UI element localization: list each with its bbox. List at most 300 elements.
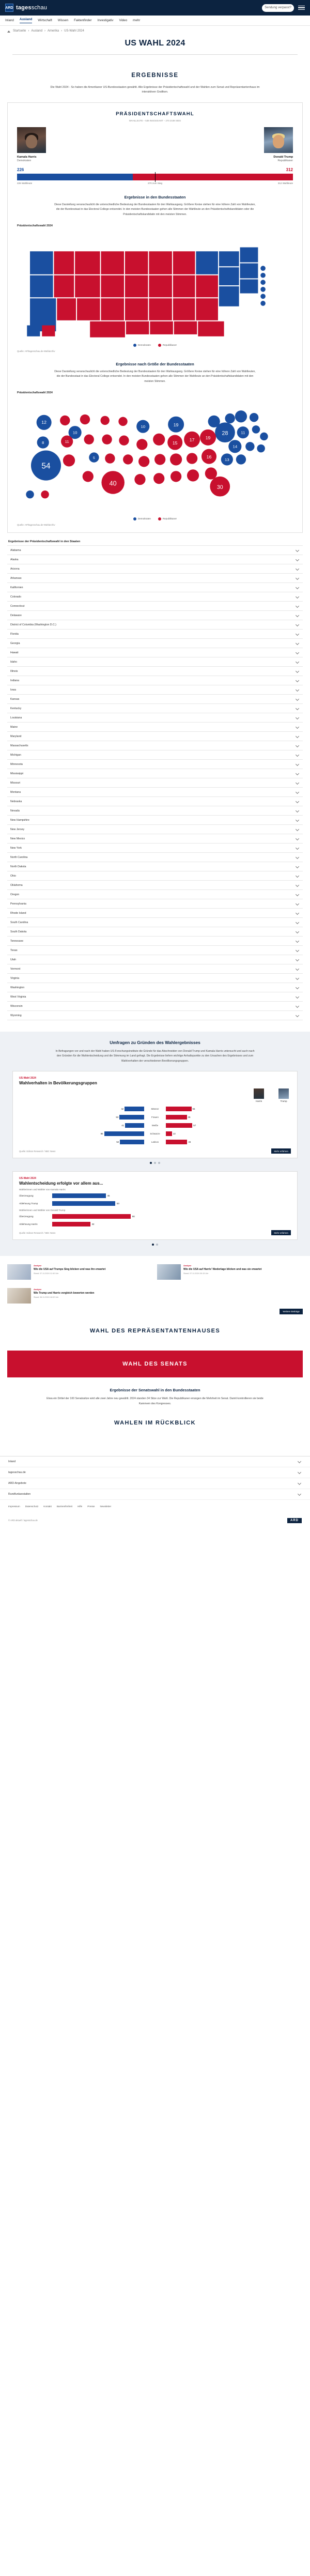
- state-accordion-row[interactable]: [7, 564, 303, 574]
- state-name: Alabama: [10, 548, 21, 552]
- state-name: Tennessee: [10, 939, 24, 943]
- chevron-down-icon: [296, 632, 299, 636]
- chart2-bar: [52, 1193, 106, 1198]
- chart2-source: Quelle: Edison Research / NBC News: [19, 1231, 56, 1234]
- chevron-down-icon: [296, 641, 299, 645]
- chart2-category-label: Überzeugung: [19, 1194, 34, 1197]
- chart1-right-bar: [166, 1107, 291, 1111]
- state-accordion-row[interactable]: [7, 657, 303, 667]
- chart2-title: Wahlentscheidung erfolgte vor allem aus...: [19, 1181, 103, 1186]
- survey-lead: In Befragungen vor und nach der Wahl haben US-Forschungsinstitute die Gründe für das Abschneiden von Donald Trump und Kamala Harris untersucht und auch nach den Gründen für die Wahlentscheidung und die Stimmung im Land gefragt. Die Ergebnisse liefern wichtige Anhaltspunkte zu den Ursachen des Ergebnisses und zum Wahlverhalten der verschiedenen Bevölkerungsgruppen.: [55, 1050, 255, 1063]
- state-accordion-row[interactable]: [7, 834, 303, 844]
- teaser-headline[interactable]: Wie Trump und Harris vergleich bewerten werden: [34, 1292, 95, 1295]
- chart1-trump-value: 55: [192, 1108, 195, 1111]
- electoral-foot-left: 226 Wahlleute: [17, 181, 33, 185]
- state-accordion-row[interactable]: [7, 741, 303, 750]
- state-accordion-row[interactable]: [7, 630, 303, 639]
- bubble-legend-republicans-label: Republikaner: [162, 517, 177, 520]
- teaser-kicker: Analyse: [34, 1264, 42, 1267]
- chart1-right-bar: [166, 1140, 291, 1144]
- footer-row[interactable]: [0, 1489, 310, 1500]
- svg-text:54: 54: [41, 462, 51, 471]
- state-accordion-row[interactable]: [7, 769, 303, 778]
- chart1-left-bar: [19, 1131, 144, 1136]
- svg-text:17: 17: [189, 437, 195, 443]
- chevron-down-icon: [296, 548, 299, 552]
- chart1-harris-value: 53: [116, 1116, 119, 1119]
- state-accordion-row[interactable]: [7, 546, 303, 555]
- state-accordion-row[interactable]: [7, 946, 303, 955]
- chart1-trump-value: 57: [193, 1124, 196, 1127]
- chevron-down-icon: [296, 1004, 299, 1008]
- svg-text:15: 15: [172, 440, 178, 446]
- nav-item-inland[interactable]: Inland: [5, 19, 14, 22]
- chart1-left-bar: [19, 1115, 144, 1120]
- teaser-thumbnail: [7, 1264, 31, 1280]
- chevron-down-icon: [296, 660, 299, 664]
- chart1-left-bar: [19, 1107, 144, 1111]
- svg-text:30: 30: [216, 484, 223, 491]
- state-name: West Virginia: [10, 995, 26, 999]
- state-name: Connecticut: [10, 604, 25, 608]
- state-name: Georgia: [10, 641, 20, 645]
- state-accordion-row[interactable]: [7, 788, 303, 797]
- electoral-bar-block: [8, 162, 302, 192]
- chevron-down-icon: [296, 595, 299, 599]
- chart1-head-trump: [278, 1088, 289, 1102]
- state-name: Ohio: [10, 874, 16, 878]
- state-name: South Carolina: [10, 921, 28, 924]
- state-accordion-row[interactable]: [7, 853, 303, 862]
- footer-row-label: Inland: [8, 1460, 16, 1463]
- chevron-down-icon: [296, 809, 299, 812]
- teaser-headline[interactable]: Wie die USA auf Trumps Sieg blicken und was ihn erwartet: [34, 1268, 106, 1271]
- bubble-legend-republicans: [158, 517, 177, 520]
- harris-party: Demokraten: [17, 159, 32, 162]
- teaser-meta: Stand: 07.11.2024 09:15 Uhr: [183, 1272, 209, 1275]
- chart2-bar-row: [19, 1221, 291, 1227]
- retrospect-banner-title: WAHLEN IM RÜCKBLICK: [114, 1419, 196, 1426]
- state-accordion-row[interactable]: [7, 816, 303, 825]
- legend-democrats-label: Demokraten: [137, 344, 151, 347]
- chart1-category-label: Schwarze: [150, 1132, 160, 1136]
- retrospect-banner: [0, 1406, 310, 1435]
- chevron-down-icon: [296, 846, 299, 850]
- state-name: Wisconsin: [10, 1004, 23, 1008]
- state-accordion: [7, 545, 303, 1020]
- logo-secondary: schau: [31, 5, 48, 11]
- chart2-category-label: Ablehnung Trump: [19, 1202, 38, 1205]
- state-name: Missouri: [10, 781, 21, 785]
- chart2-value: 45: [107, 1194, 110, 1197]
- trump-name: Donald Trump: [273, 155, 293, 159]
- state-accordion-row[interactable]: [7, 750, 303, 760]
- state-accordion-row[interactable]: [7, 974, 303, 983]
- footer-row[interactable]: [0, 1456, 310, 1467]
- harris-electors: 226: [17, 167, 24, 172]
- breadcrumb-sep: ›: [44, 29, 46, 33]
- candidate-row: [8, 122, 302, 162]
- state-accordion-row[interactable]: [7, 648, 303, 657]
- nav-item-ausland[interactable]: Ausland: [20, 18, 32, 23]
- chart1-left-bar: [19, 1140, 144, 1144]
- chevron-down-icon: [296, 939, 299, 943]
- state-name: Nevada: [10, 809, 20, 812]
- chart1-bar-row: [19, 1114, 291, 1121]
- chart1-trump-value: 45: [188, 1116, 191, 1119]
- state-accordion-row[interactable]: [7, 806, 303, 816]
- svg-text:11: 11: [241, 430, 245, 435]
- logo-primary: tages: [16, 5, 32, 11]
- state-name: Hawaii: [10, 651, 19, 654]
- chevron-down-icon: [296, 921, 299, 924]
- chart1-category-label: Weiße: [151, 1124, 159, 1127]
- us-bubble-map[interactable]: [15, 396, 295, 515]
- chevron-down-icon: [296, 967, 299, 971]
- chart1-harris-bar: [125, 1123, 144, 1128]
- ard-logo-text: ARD: [5, 6, 13, 10]
- chart1-bar-row: [19, 1106, 291, 1112]
- chevron-down-icon: [296, 716, 299, 719]
- chart1-bar-row: [19, 1130, 291, 1137]
- survey-heading: Umfragen zu Gründen des Wahlergebnisses: [110, 1040, 200, 1046]
- state-accordion-row[interactable]: [7, 862, 303, 871]
- state-accordion-row[interactable]: [7, 890, 303, 899]
- legend-democrats: [133, 344, 151, 347]
- chart1-bar-row: [19, 1139, 291, 1145]
- chart1-harris-value: 41: [121, 1124, 125, 1127]
- state-name: Mississippi: [10, 772, 24, 775]
- bubble-source: Quelle: AP/tagesschau.de-Wahlarchiv: [17, 524, 55, 527]
- chevron-down-icon: [298, 1460, 301, 1463]
- state-accordion-row[interactable]: [7, 881, 303, 890]
- chart1-category-label: Latinos: [151, 1141, 159, 1144]
- nav-item-video[interactable]: Video: [119, 19, 128, 22]
- majority-marker: [155, 172, 156, 182]
- teaser-item[interactable]: [7, 1264, 153, 1280]
- map-legend: [8, 342, 302, 347]
- state-name: Texas: [10, 948, 18, 952]
- carousel-dot-3[interactable]: [158, 1162, 160, 1164]
- state-name: Massachusetts: [10, 744, 28, 747]
- state-accordion-row[interactable]: [7, 1011, 303, 1020]
- chart2-value: 32: [91, 1222, 95, 1225]
- chart1-left-bar: [19, 1123, 144, 1128]
- carousel-dots[interactable]: [0, 1158, 310, 1164]
- harris-portrait: [17, 127, 46, 153]
- site-logo[interactable]: [5, 4, 47, 12]
- carousel-dots-2[interactable]: [0, 1240, 310, 1246]
- footer-bottom: [0, 1513, 310, 1531]
- chevron-down-icon: [296, 958, 299, 961]
- state-accordion-row[interactable]: [7, 667, 303, 676]
- chart1-col-left-label: Harris: [255, 1100, 262, 1103]
- chevron-down-icon: [296, 567, 299, 571]
- chart2-bar-track: [52, 1222, 291, 1226]
- state-accordion-row[interactable]: [7, 797, 303, 806]
- chart2-bar-row: [19, 1213, 291, 1219]
- site-footer: [0, 1456, 310, 1531]
- electoral-bar-blue: [17, 174, 133, 180]
- chart1-right-bar: [166, 1123, 291, 1128]
- home-icon[interactable]: [7, 29, 11, 33]
- state-accordion-row[interactable]: [7, 964, 303, 974]
- chart2-kicker: US-Wahl 2024: [19, 1177, 36, 1180]
- state-accordion-row[interactable]: [7, 983, 303, 992]
- chart2-value: 53: [116, 1202, 119, 1205]
- teaser-thumbnail: [157, 1264, 181, 1280]
- bubble-section-text: Diese Darstellung veranschaulicht die unterschiedliche Bedeutung der Bundesstaaten für den Wahlausgang. Größere Kreise stehen für eine höhere Zahl von Wahlleuten, die der Bundesstaat in das Electoral College entsendet. In den meisten Bundesstaaten gehen alle Stimmen der Wahlleute an den Präsidentschaftskandidaten mit den meisten Stimmen.: [54, 370, 256, 383]
- state-accordion-row[interactable]: [7, 713, 303, 723]
- state-accordion-row[interactable]: [7, 602, 303, 611]
- state-accordion-row[interactable]: [7, 927, 303, 937]
- results-intro: Die Wahl 2024 - So haben die Amerikaner US-Bundesstaaten gewählt. Alle Ergebnisse der Präsidentschaftswahl und der Wahlen zum Senat und Repräsentantenhaus im interaktiven Grafiken.: [50, 86, 260, 94]
- chart1-harris-bar: [119, 1115, 144, 1120]
- state-accordion-row[interactable]: [7, 937, 303, 946]
- sendung-verpasst-label: Sendung verpasst?: [265, 6, 291, 9]
- presidential-result-card: [7, 102, 303, 533]
- chevron-down-icon: [296, 753, 299, 757]
- senate-text: Etwa ein Drittel der 100 Senatssitze wird alle zwei Jahre neu gewählt. 2024 standen 34 Sitze zur Wahl. Die Republikaner errangen die Mehrheit im Senat. Damit kontrollieren sie beide Kammern des Kongresses.: [47, 1397, 264, 1405]
- nav-item-investigativ[interactable]: Investigativ: [97, 19, 114, 22]
- state-accordion-row[interactable]: [7, 909, 303, 918]
- more-articles-row: [0, 1304, 310, 1314]
- state-accordion-row[interactable]: [7, 620, 303, 630]
- state-accordion-row[interactable]: [7, 732, 303, 741]
- candidate-trump: [155, 127, 293, 162]
- state-accordion-row[interactable]: [7, 704, 303, 713]
- svg-text:28: 28: [222, 430, 228, 437]
- chevron-down-icon: [296, 697, 299, 701]
- nav-item-mehr[interactable]: mehr: [133, 19, 141, 22]
- teaser-item[interactable]: [7, 1288, 153, 1304]
- hamburger-menu-icon[interactable]: [298, 6, 305, 10]
- state-name: New Hampshire: [10, 818, 29, 822]
- footer-row-label: ARD-Angebote: [8, 1481, 26, 1485]
- chart1-trump-bar: [166, 1140, 187, 1144]
- more-articles-button[interactable]: Weitere Beiträge: [280, 1309, 303, 1314]
- footer-row[interactable]: [0, 1478, 310, 1489]
- state-accordion-row[interactable]: [7, 825, 303, 834]
- ard-logo-icon: [5, 4, 13, 12]
- breadcrumb-item-3: US-Wahl 2024: [64, 29, 84, 33]
- teaser-row-2: [0, 1280, 310, 1304]
- state-accordion-row[interactable]: [7, 778, 303, 788]
- harris-name: Kamala Harris: [17, 155, 37, 159]
- chevron-down-icon: [296, 576, 299, 580]
- trump-portrait: [264, 127, 293, 153]
- carousel2-dot-1[interactable]: [152, 1244, 154, 1246]
- footer-links: [0, 1500, 310, 1513]
- nav-item-wirtschaft[interactable]: Wirtschaft: [38, 19, 52, 22]
- state-accordion-row[interactable]: [7, 918, 303, 927]
- state-name: Indiana: [10, 679, 20, 682]
- trump-party: Republikaner: [277, 159, 293, 162]
- state-accordion-row[interactable]: [7, 685, 303, 695]
- chart2-bar: [52, 1201, 115, 1206]
- chart2-bar: [52, 1222, 90, 1226]
- carousel-dot-1[interactable]: [150, 1162, 152, 1164]
- chevron-down-icon: [296, 995, 299, 999]
- chart2-footer: [19, 1230, 291, 1235]
- chart1-col-right-label: Trump: [280, 1100, 287, 1103]
- state-accordion-row[interactable]: [7, 871, 303, 881]
- state-accordion-row[interactable]: [7, 955, 303, 964]
- ard-brand-logo: ARD: [287, 1518, 302, 1523]
- chevron-down-icon: [296, 800, 299, 803]
- state-name: Washington: [10, 986, 25, 989]
- state-name: Florida: [10, 632, 19, 636]
- breadcrumb-item-1[interactable]: Ausland: [31, 29, 43, 33]
- chart1-category-label: Männer: [151, 1108, 159, 1111]
- results-heading: ERGEBNISSE: [131, 72, 179, 79]
- state-accordion-row[interactable]: [7, 592, 303, 602]
- bubble-section-heading: Ergebnisse nach Größe der Bundesstaaten: [116, 361, 194, 366]
- footer-row-label: tagesschau.de: [8, 1470, 26, 1474]
- nav-item-faktenfinder[interactable]: Faktenfinder: [74, 19, 92, 22]
- chevron-down-icon: [296, 688, 299, 692]
- state-name: New Mexico: [10, 837, 25, 840]
- breadcrumb-item-0[interactable]: Startseite: [13, 29, 26, 33]
- state-name: Montana: [10, 790, 21, 794]
- state-accordion-row[interactable]: [7, 844, 303, 853]
- state-name: Illinois: [10, 669, 18, 673]
- bubble-legend-democrats-label: Demokraten: [137, 517, 151, 520]
- state-accordion-row[interactable]: [7, 1002, 303, 1011]
- house-banner-title: WAHL DES REPRÄSENTANTENHAUSES: [89, 1328, 221, 1335]
- chart1-harris-bar: [120, 1140, 144, 1144]
- us-choropleth-map[interactable]: [15, 231, 295, 342]
- state-accordion-row[interactable]: [7, 695, 303, 704]
- chart1-bar-row: [19, 1122, 291, 1129]
- state-name: South Dakota: [10, 930, 27, 933]
- chart1-more-button[interactable]: Mehr erfahren: [271, 1148, 291, 1154]
- state-name: District of Columbia (Washington D.C.): [10, 623, 56, 626]
- map-chart-label: Präsidentschaftswahl 2024: [17, 224, 53, 227]
- state-name: Alaska: [10, 558, 19, 561]
- svg-text:11: 11: [65, 439, 69, 444]
- chart1-footer: [19, 1148, 291, 1154]
- chart2-value: 66: [132, 1215, 135, 1218]
- chart1-kicker: US-Wahl 2024: [19, 1077, 36, 1080]
- state-name: Oregon: [10, 893, 20, 896]
- footer-row-label: Rundfunkanstalten: [8, 1492, 31, 1496]
- chevron-down-icon: [296, 725, 299, 729]
- results-section-header: [0, 62, 310, 82]
- svg-text:12: 12: [41, 420, 47, 425]
- electoral-foot-right: 312 Wahlleute: [277, 181, 293, 185]
- state-name: Wyoming: [10, 1014, 22, 1017]
- footer-link[interactable]: Barrierefreiheit: [56, 1505, 72, 1508]
- senate-results-section: [0, 1377, 310, 1406]
- carousel2-dot-2[interactable]: [156, 1244, 158, 1246]
- chart2-bar-track: [52, 1193, 291, 1198]
- bubble-legend-democrats: [133, 517, 151, 520]
- chart1-trump-value: 13: [173, 1132, 176, 1136]
- nav-item-wissen[interactable]: Wissen: [57, 19, 69, 22]
- footer-row[interactable]: [0, 1467, 310, 1478]
- state-accordion-row[interactable]: [7, 639, 303, 648]
- state-name: Arizona: [10, 567, 20, 571]
- state-accordion-row[interactable]: [7, 583, 303, 592]
- state-accordion-row[interactable]: [7, 723, 303, 732]
- state-name: Minnesota: [10, 762, 23, 766]
- senate-banner-title: WAHL DES SENATS: [122, 1361, 188, 1368]
- chevron-down-icon: [296, 874, 299, 878]
- state-name: Virginia: [10, 976, 20, 980]
- state-accordion-row[interactable]: [7, 574, 303, 583]
- chart2-more-button[interactable]: Mehr erfahren: [271, 1230, 291, 1235]
- bubble-legend: [8, 515, 302, 520]
- chevron-down-icon: [296, 790, 299, 794]
- chart2-bar: [52, 1214, 131, 1219]
- chart2-group-label: Wählerinnen und Wähler von Kamala Harris: [19, 1188, 66, 1191]
- state-name: Idaho: [10, 660, 17, 664]
- footer-link[interactable]: Hilfe: [77, 1505, 83, 1508]
- footer-link[interactable]: Presse: [87, 1505, 95, 1508]
- state-name: Vermont: [10, 967, 21, 971]
- state-accordion-row[interactable]: [7, 611, 303, 620]
- svg-text:14: 14: [233, 444, 238, 449]
- breadcrumb-sep: ›: [61, 29, 63, 33]
- chevron-down-icon: [296, 911, 299, 915]
- electoral-bar: [17, 174, 293, 180]
- state-accordion-row[interactable]: [7, 555, 303, 564]
- footer-link[interactable]: Datenschutz: [25, 1505, 39, 1508]
- chevron-down-icon: [296, 855, 299, 859]
- breadcrumb-item-2[interactable]: Amerika: [48, 29, 59, 33]
- chevron-down-icon: [296, 744, 299, 747]
- chevron-down-icon: [296, 558, 299, 561]
- state-accordion-row[interactable]: [7, 676, 303, 685]
- teaser-kicker: Analyse: [183, 1264, 192, 1267]
- footer-link[interactable]: Kontakt: [43, 1505, 52, 1508]
- state-name: Kansas: [10, 697, 20, 701]
- state-name: North Carolina: [10, 855, 28, 859]
- teaser-meta: Stand: 06.11.2024 18:02 Uhr: [34, 1296, 59, 1298]
- chart1-title: Wahlverhalten in Bevölkerungsgruppen: [19, 1081, 97, 1086]
- chevron-down-icon: [296, 604, 299, 608]
- teaser-item[interactable]: [157, 1264, 303, 1280]
- chevron-down-icon: [296, 818, 299, 822]
- svg-text:19: 19: [173, 422, 179, 428]
- chart1-column-heads: [19, 1085, 291, 1102]
- chevron-down-icon: [296, 827, 299, 831]
- breadcrumb: [0, 26, 310, 35]
- svg-text:10: 10: [72, 430, 78, 435]
- teaser-headline[interactable]: Wie die USA auf Harris' Niederlage blicken und was sie erwartet: [183, 1268, 262, 1271]
- footer-link[interactable]: Impressum: [8, 1505, 20, 1508]
- house-section-banner: [0, 1314, 310, 1343]
- chevron-down-icon: [296, 623, 299, 626]
- state-name: Louisiana: [10, 716, 22, 719]
- chart1-harris-bar: [104, 1131, 144, 1136]
- state-accordion-row[interactable]: [7, 899, 303, 909]
- teaser-kicker: Analyse: [34, 1288, 42, 1291]
- page-title: US WAHL 2024: [125, 39, 185, 48]
- state-accordion-row[interactable]: [7, 760, 303, 769]
- sendung-verpasst-button[interactable]: [262, 4, 294, 12]
- chart1-category-label: Frauen: [151, 1116, 159, 1119]
- chevron-down-icon: [296, 902, 299, 906]
- trump-electors: 312: [286, 167, 293, 172]
- logo-text: [16, 5, 47, 11]
- state-accordion-row[interactable]: [7, 992, 303, 1002]
- harris-thumb-portrait: [254, 1088, 264, 1099]
- chevron-down-icon: [296, 893, 299, 896]
- footer-link[interactable]: Newsletter: [100, 1505, 112, 1508]
- carousel-dot-2[interactable]: [154, 1162, 156, 1164]
